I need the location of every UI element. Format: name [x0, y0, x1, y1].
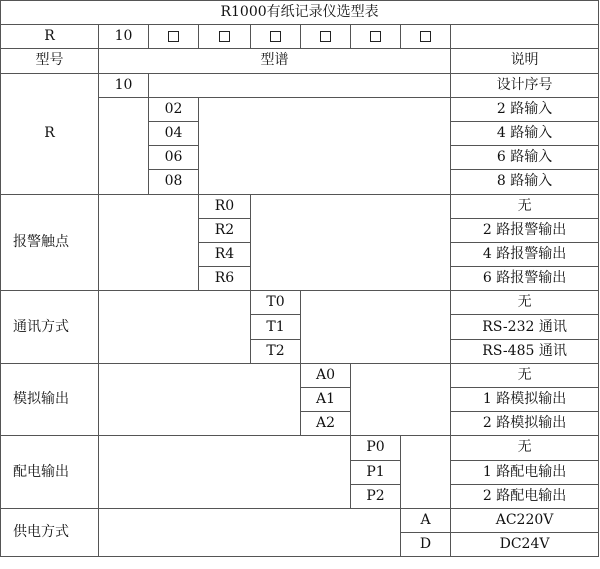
option-desc: 4 路输入	[451, 121, 599, 145]
option-desc: 无	[451, 291, 599, 315]
placeholder-box-6	[420, 31, 431, 42]
table-row	[1, 363, 599, 387]
placeholder-box-4	[320, 31, 331, 42]
option-code: P2	[351, 484, 401, 508]
option-desc: 4 路报警输出	[451, 242, 599, 266]
option-desc: 2 路模拟输出	[451, 412, 599, 436]
option-desc: 6 路输入	[451, 146, 599, 170]
header-spectrum: 型谱	[99, 49, 451, 73]
option-desc: 无	[451, 194, 599, 218]
header-description: 说明	[451, 49, 599, 73]
option-code: A2	[301, 412, 351, 436]
option-code: T2	[251, 339, 301, 363]
option-code: P1	[351, 460, 401, 484]
table-row	[1, 291, 599, 315]
option-desc: DC24V	[451, 533, 599, 557]
table-row	[1, 73, 599, 97]
option-code: R0	[199, 194, 251, 218]
model-code-blank	[451, 25, 599, 49]
option-desc: AC220V	[451, 508, 599, 532]
design-desc: 设计序号	[451, 73, 599, 97]
option-desc: RS-485 通讯	[451, 339, 599, 363]
model-code-row	[1, 25, 599, 49]
design-code: 10	[99, 73, 149, 97]
column-header-row	[1, 49, 599, 73]
option-desc: 1 路模拟输出	[451, 388, 599, 412]
option-code: 08	[149, 170, 199, 194]
option-code: A	[401, 508, 451, 532]
option-desc: 2 路报警输出	[451, 218, 599, 242]
option-desc: 2 路配电输出	[451, 484, 599, 508]
option-desc: 6 路报警输出	[451, 267, 599, 291]
option-desc: 1 路配电输出	[451, 460, 599, 484]
option-code: D	[401, 533, 451, 557]
option-code: T1	[251, 315, 301, 339]
option-code: R6	[199, 267, 251, 291]
placeholder-box-3	[270, 31, 281, 42]
option-code: 06	[149, 146, 199, 170]
option-desc: 无	[451, 436, 599, 460]
table-row	[1, 508, 599, 532]
option-desc: 无	[451, 363, 599, 387]
model-series: 10	[99, 25, 149, 49]
option-code: 02	[149, 97, 199, 121]
option-code: T0	[251, 291, 301, 315]
table-title: R1000有纸记录仪选型表	[1, 1, 599, 25]
title-row	[1, 1, 599, 25]
group-label-alarm: 报警触点	[1, 194, 99, 291]
group-label-analog: 模拟输出	[1, 363, 99, 436]
model-letter: R	[1, 25, 99, 49]
option-desc: 8 路输入	[451, 170, 599, 194]
option-desc: 2 路输入	[451, 97, 599, 121]
option-code: A0	[301, 363, 351, 387]
option-desc: RS-232 通讯	[451, 315, 599, 339]
placeholder-box-5	[370, 31, 381, 42]
option-code: P0	[351, 436, 401, 460]
option-code: R4	[199, 242, 251, 266]
group-label-power-out: 配电输出	[1, 436, 99, 509]
group-label-supply: 供电方式	[1, 508, 99, 556]
table-row	[1, 194, 599, 218]
group-label-comm: 通讯方式	[1, 291, 99, 364]
option-code: R2	[199, 218, 251, 242]
header-model: 型号	[1, 49, 99, 73]
placeholder-box-1	[168, 31, 179, 42]
group-label-inputs: R	[1, 73, 99, 194]
option-code: 04	[149, 121, 199, 145]
table-row	[1, 436, 599, 460]
placeholder-box-2	[219, 31, 230, 42]
option-code: A1	[301, 388, 351, 412]
